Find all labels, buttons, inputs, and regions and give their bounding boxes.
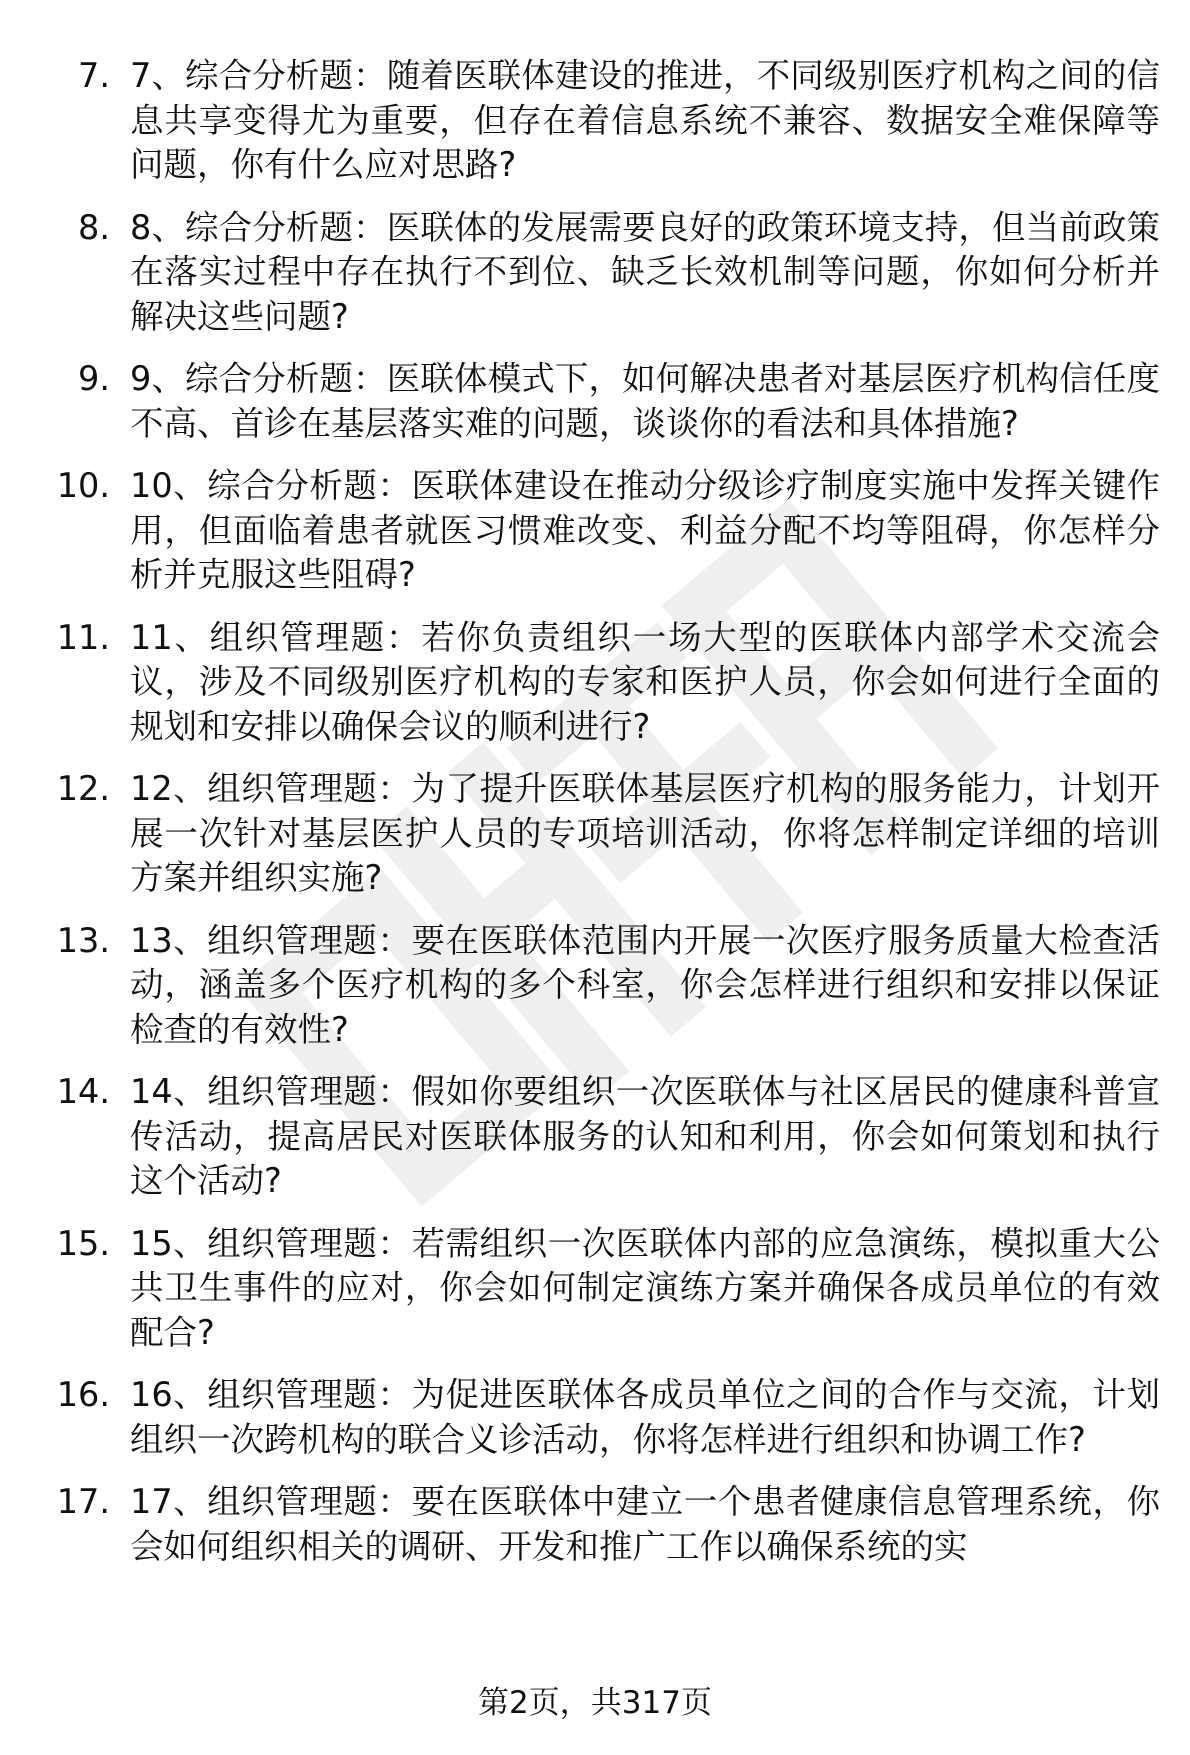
question-item	[0, 1070, 1190, 1204]
question-item	[0, 357, 1190, 446]
question-item	[0, 919, 1190, 1053]
question-number: 12.	[56, 769, 110, 808]
question-number: 10.	[56, 466, 110, 505]
question-item	[0, 1373, 1190, 1462]
question-number: 13.	[56, 920, 110, 960]
question-item	[0, 767, 1190, 901]
question-number: 9.	[78, 359, 110, 398]
question-item	[0, 54, 1190, 188]
question-text: 12、组织管理题：为了提升医联体基层医疗机构的服务能力，计划开展一次针对基层医护人员的专项培训活动，你将怎样制定详细的培训方案并组织实施?	[130, 769, 1160, 897]
question-number: 11.	[56, 617, 110, 657]
question-text: 17、组织管理题：要在医联体中建立一个患者健康信息管理系统，你会如何组织相关的调研、开发和推广工作以确保系统的实	[130, 1482, 1160, 1566]
question-item	[0, 616, 1190, 750]
question-item	[0, 206, 1190, 340]
question-text: 7、综合分析题：随着医联体建设的推进，不同级别医疗机构之间的信息共享变得尤为重要，但存在着信息系统不兼容、数据安全难保障等问题，你有什么应对思路?	[130, 56, 1160, 184]
question-number: 16.	[56, 1375, 110, 1414]
question-text: 11、组织管理题：若你负责组织一场大型的医联体内部学术交流会议，涉及不同级别医疗机构的专家和医护人员，你会如何进行全面的规划和安排以确保会议的顺利进行?	[130, 617, 1160, 746]
question-number: 17.	[56, 1482, 110, 1521]
question-text: 9、综合分析题：医联体模式下，如何解决患者对基层医疗机构信任度不高、首诊在基层落实难的问题，谈谈你的看法和具体措施?	[130, 359, 1160, 443]
question-text: 16、组织管理题：为促进医联体各成员单位之间的合作与交流，计划组织一次跨机构的联合义诊活动，你将怎样进行组织和协调工作?	[130, 1375, 1160, 1459]
page-footer: 第2页，共317页	[478, 1685, 712, 1721]
question-item	[0, 464, 1190, 598]
question-text: 10、综合分析题：医联体建设在推动分级诊疗制度实施中发挥关键作用，但面临着患者就医习惯难改变、利益分配不均等阻碍，你怎样分析并克服这些阻碍?	[130, 466, 1160, 594]
question-text: 13、组织管理题：要在医联体范围内开展一次医疗服务质量大检查活动，涵盖多个医疗机构的多个科室，你会怎样进行组织和安排以保证检查的有效性?	[130, 920, 1160, 1049]
question-list	[0, 54, 1190, 1587]
question-text: 15、组织管理题：若需组织一次医联体内部的应急演练，模拟重大公共卫生事件的应对，你会如何制定演练方案并确保各成员单位的有效配合?	[130, 1223, 1160, 1352]
question-text: 14、组织管理题：假如你要组织一次医联体与社区居民的健康科普宣传活动，提高居民对医联体服务的认知和利用，你会如何策划和执行这个活动?	[130, 1072, 1160, 1200]
question-number: 7.	[78, 56, 110, 95]
question-item	[0, 1222, 1190, 1356]
question-item	[0, 1480, 1190, 1569]
question-number: 14.	[56, 1072, 110, 1111]
question-number: 8.	[78, 207, 110, 247]
question-text: 8、综合分析题：医联体的发展需要良好的政策环境支持，但当前政策在落实过程中存在执行不到位、缺乏长效机制等问题，你如何分析并解决这些问题?	[130, 207, 1160, 336]
question-number: 15.	[56, 1223, 110, 1263]
